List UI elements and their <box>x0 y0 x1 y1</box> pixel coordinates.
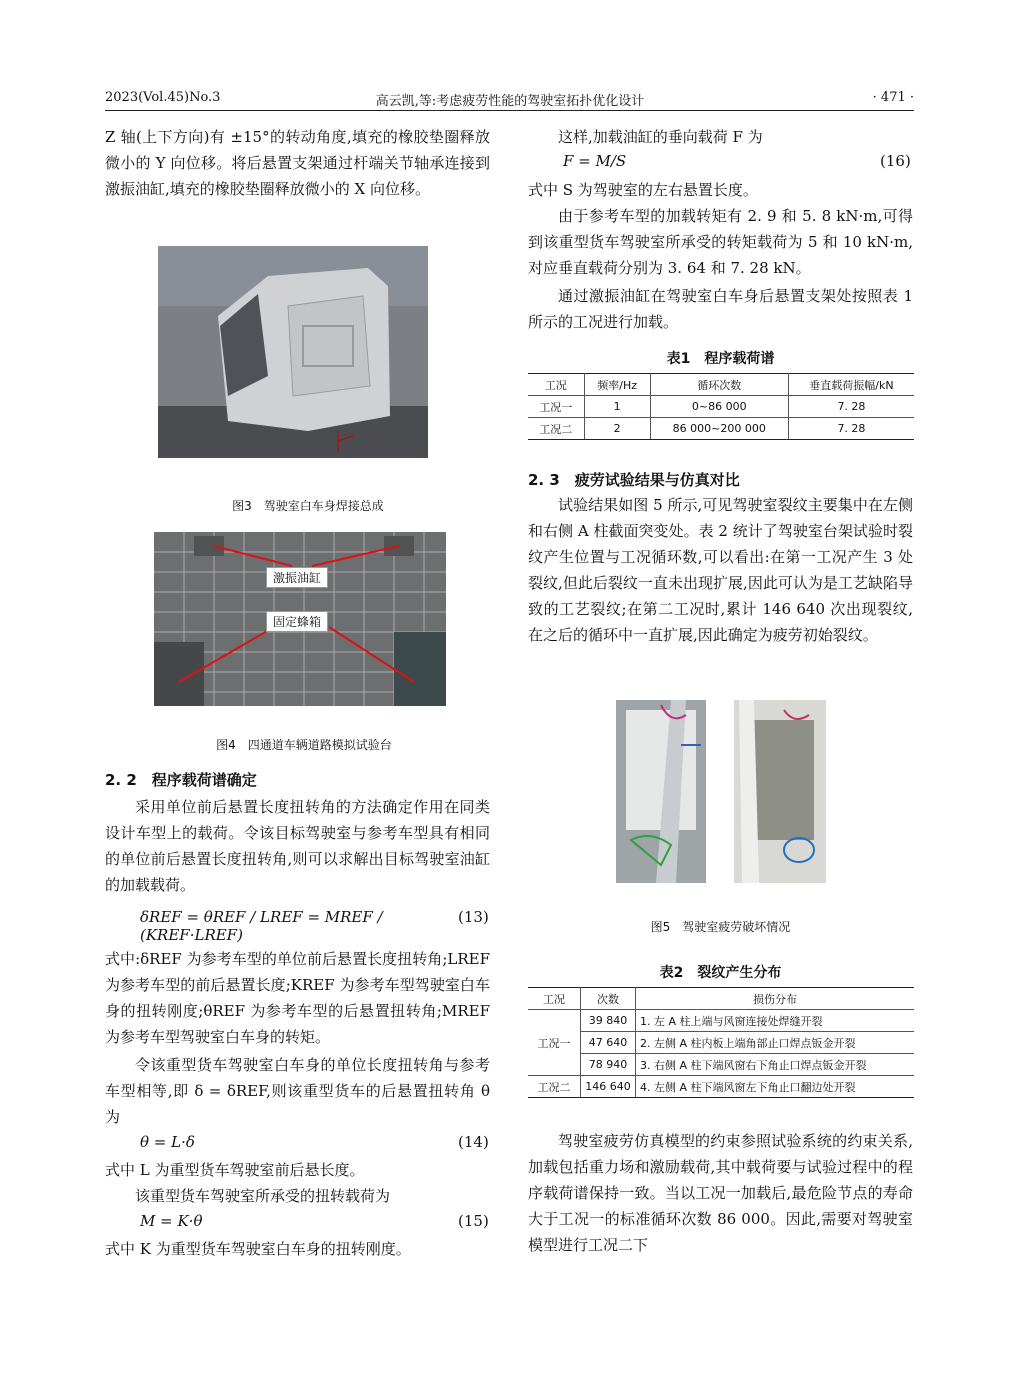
table-2-header-row <box>528 988 914 1010</box>
table-1-col-frequency: 频率/Hz <box>584 374 650 396</box>
intro-paragraph: Z 轴(上下方向)有 ±15°的转动角度,填充的橡胶垫圈释放微小的 Y 向位移。将后悬置支架通过杆端关节轴承连接到激振油缸,填充的橡胶垫圈释放微小的 X 向位移。 <box>105 128 490 198</box>
figure-5-left-image <box>616 700 706 883</box>
equation-15: M = K·θ <box>140 1212 203 1230</box>
section-2-2-para-6: 式中 K 为重型货车驾驶室白车身的扭转刚度。 <box>105 1240 411 1258</box>
table-cell: 7. 28 <box>788 418 914 440</box>
figure-5-caption: 图5 驾驶室疲劳破坏情况 <box>650 920 791 934</box>
table-row <box>528 418 914 440</box>
running-title: 高云凯,等:考虑疲劳性能的驾驶室拓扑优化设计 <box>375 94 645 109</box>
table-row <box>528 1076 914 1098</box>
right-para-2: 式中 S 为驾驶室的左右悬置长度。 <box>528 181 758 199</box>
table-row <box>528 1054 914 1076</box>
table-1-title: 表1 程序载荷谱 <box>666 351 775 367</box>
left-a-pillar-photo <box>616 700 706 883</box>
section-2-3-para-2: 驾驶室疲劳仿真模型的约束参照试验系统的约束关系,加载包括重力场和激励载荷,其中载荷要与试验过程中的程序载荷谱保持一致。当以工况一加载后,最危险节点的寿命大于工况一的标准循环次数 86 000。因此,需要对驾驶室模型进行工况二下 <box>528 1132 913 1254</box>
fig4-label-actuator: 激振油缸 <box>266 567 328 588</box>
figure-3-caption: 图3 驾驶室白车身焊接总成 <box>232 499 384 513</box>
table-cell: 7. 28 <box>788 396 914 418</box>
table-cell: 78 940 <box>581 1054 636 1076</box>
section-2-2-para-5: 该重型货车驾驶室所承受的扭转载荷为 <box>135 1187 391 1205</box>
figure-4-caption: 图4 四通道车辆道路模拟试验台 <box>216 738 392 752</box>
table-2 <box>528 987 914 1098</box>
cab-photo-illustration <box>158 246 428 458</box>
fig4-label-fixture: 固定蜂箱 <box>266 611 328 632</box>
table-cell: 工况二 <box>528 1076 581 1098</box>
section-2-2-title: 2. 2 程序载荷谱确定 <box>105 771 257 789</box>
table-cell: 146 640 <box>581 1076 636 1098</box>
table-1-header-row <box>528 374 914 396</box>
header-rule <box>105 110 914 111</box>
page-number: · 471 · <box>872 90 914 105</box>
section-2-2-para-2: 式中:δREF 为参考车型的单位前后悬置长度扭转角;LREF 为参考车型的前后悬置长度;KREF 为参考车型驾驶室白车身的扭转刚度;θREF 为参考车型的后悬置扭转角;MREF 为参考车型驾驶室白车身的转矩。 <box>105 950 490 1046</box>
equation-14: θ = L·δ <box>140 1133 195 1151</box>
equation-16: F = M/S <box>563 152 627 170</box>
table-cell: 1 <box>584 396 650 418</box>
equation-15-number: (15) <box>458 1212 489 1230</box>
table-cell: 2 <box>584 418 650 440</box>
equation-13: δREF = θREF / LREF = MREF / (KREF·LREF) <box>140 908 383 944</box>
table-row <box>528 1032 914 1054</box>
section-2-2-para-1: 采用单位前后悬置长度扭转角的方法确定作用在同类设计车型上的载荷。令该目标驾驶室与参考车型具有相同的单位前后悬置长度扭转角,则可以求解出目标驾驶室油缸的加载载荷。 <box>105 798 490 894</box>
table-row <box>528 1010 914 1032</box>
section-2-3-para-1: 试验结果如图 5 所示,可见驾驶室裂纹主要集中在左侧和右侧 A 柱截面突变处。表 2 统计了驾驶室台架试验时裂纹产生位置与工况循环数,可以看出:在第一工况产生 3 处裂纹,但此后裂纹一直未出现扩展,因此可认为是工艺缺陷导致的工艺裂纹;在第二工况时,累计 146 640 次出现裂纹,在之后的循环中一直扩展,因此确定为疲劳初始裂纹。 <box>528 496 913 644</box>
table-2-col-count: 次数 <box>581 988 636 1010</box>
table-cell: 1. 左 A 柱上端与风窗连接处焊缝开裂 <box>636 1010 915 1032</box>
table-cell: 47 640 <box>581 1032 636 1054</box>
table-cell: 工况二 <box>528 418 584 440</box>
table-1 <box>528 373 914 440</box>
right-para-4: 通过激振油缸在驾驶室白车身后悬置支架处按照表 1 所示的工况进行加载。 <box>528 287 913 331</box>
right-para-3: 由于参考车型的加载转矩有 2. 9 和 5. 8 kN·m,可得到该重型货车驾驶室所承受的转矩载荷为 5 和 10 kN·m,对应垂直载荷分别为 3. 64 和 7. 28 kN。 <box>528 207 913 277</box>
table-cell: 工况一 <box>528 396 584 418</box>
table-2-col-condition: 工况 <box>528 988 581 1010</box>
table-cell: 86 000~200 000 <box>650 418 788 440</box>
table-1-col-load: 垂直载荷振幅/kN <box>788 374 914 396</box>
right-a-pillar-photo <box>734 700 826 883</box>
table-2-title: 表2 裂纹产生分布 <box>659 965 782 981</box>
table-cell: 0~86 000 <box>650 396 788 418</box>
table-row <box>528 396 914 418</box>
section-2-2-para-4: 式中 L 为重型货车驾驶室前后悬长度。 <box>105 1161 365 1179</box>
table-cell: 39 840 <box>581 1010 636 1032</box>
table-cell: 4. 左侧 A 柱下端风窗左下角止口翻边处开裂 <box>636 1076 915 1098</box>
equation-14-number: (14) <box>458 1133 489 1151</box>
journal-issue: 2023(Vol.45)No.3 <box>105 90 221 105</box>
table-cell: 2. 左侧 A 柱内板上端角部止口焊点钣金开裂 <box>636 1032 915 1054</box>
figure-5-right-image <box>734 700 826 883</box>
equation-13-number: (13) <box>458 908 489 926</box>
figure-3-image <box>158 246 428 458</box>
table-1-col-condition: 工况 <box>528 374 584 396</box>
table-2-col-damage: 损伤分布 <box>636 988 915 1010</box>
section-2-3-title: 2. 3 疲劳试验结果与仿真对比 <box>528 471 740 489</box>
right-para-1: 这样,加载油缸的垂向载荷 F 为 <box>558 128 763 146</box>
equation-16-number: (16) <box>880 152 911 170</box>
table-cell: 工况一 <box>528 1010 581 1076</box>
table-1-col-cycles: 循环次数 <box>650 374 788 396</box>
table-cell: 3. 右侧 A 柱下端风窗右下角止口焊点钣金开裂 <box>636 1054 915 1076</box>
section-2-2-para-3: 令该重型货车驾驶室白车身的单位长度扭转角与参考车型相等,即 δ = δREF,则该重型货车的后悬置扭转角 θ 为 <box>105 1056 490 1126</box>
